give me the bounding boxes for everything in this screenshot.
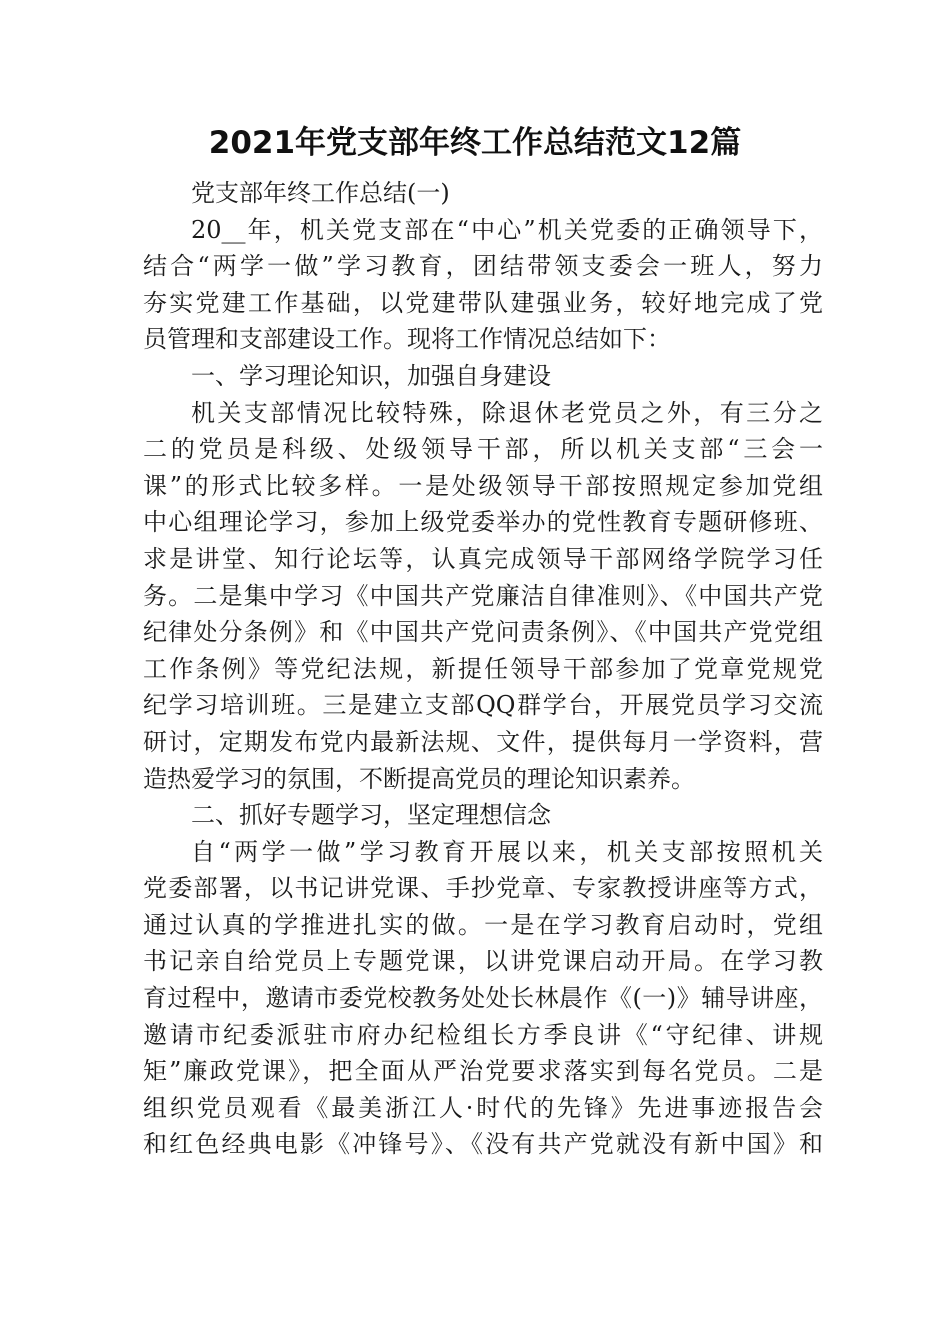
paragraph-line: 党委部署，以书记讲党课、手抄党章、专家教授讲座等方式， (143, 874, 823, 903)
document-body (143, 175, 823, 1163)
section-heading-line: 党支部年终工作总结(一) (191, 179, 450, 207)
paragraph-line: 工作条例》等党纪法规，新提任领导干部参加了党章党规党 (143, 654, 823, 683)
paragraph-line: 造热爱学习的氛围，不断提高党员的理论知识素养。 (143, 764, 695, 793)
section-heading-line: 二、抓好专题学习，坚定理想信念 (191, 801, 551, 830)
paragraph-line: 书记亲自给党员上专题党课，以讲党课启动开局。在学习教 (143, 947, 823, 976)
paragraph-line: 求是讲堂、知行论坛等，认真完成领导干部网络学院学习任 (143, 544, 823, 573)
paragraph-line: 通过认真的学推进扎实的做。一是在学习教育启动时，党组 (143, 910, 823, 939)
paragraph-line: 研讨，定期发布党内最新法规、文件，提供每月一学资料，营 (143, 727, 823, 756)
paragraph-line: 自“两学一做”学习教育开展以来，机关支部按照机关 (191, 837, 823, 866)
document-title: 2021年党支部年终工作总结范文12篇 (208, 125, 742, 161)
paragraph-line: 育过程中，邀请市委党校教务处处长林晨作《(一)》辅导讲座， (143, 984, 823, 1013)
paragraph-line: 员管理和支部建设工作。现将工作情况总结如下： (143, 325, 671, 354)
paragraph-line: 夯实党建工作基础，以党建带队建强业务，较好地完成了党 (143, 288, 823, 317)
paragraph-line: 结合“两学一做”学习教育，团结带领支委会一班人，努力 (143, 252, 823, 281)
section-heading-line: 一、学习理论知识，加强自身建设 (191, 361, 551, 390)
paragraph-line: 20__年，机关党支部在“中心”机关党委的正确领导下， (191, 215, 823, 244)
paragraph-line: 二的党员是科级、处级领导干部，所以机关支部“三会一 (143, 435, 823, 464)
paragraph-line: 机关支部情况比较特殊，除退休老党员之外，有三分之 (191, 398, 823, 427)
paragraph-line: 矩”廉政党课》，把全面从严治党要求落实到每名党员。二是 (143, 1057, 823, 1086)
paragraph-line: 和红色经典电影《冲锋号》、《没有共产党就没有新中国》和 (143, 1130, 823, 1159)
paragraph-line: 纪律处分条例》和《中国共产党问责条例》、《中国共产党党组 (143, 618, 823, 647)
paragraph-line: 纪学习培训班。三是建立支部QQ群学台，开展党员学习交流 (143, 691, 823, 720)
paragraph-line: 务。二是集中学习《中国共产党廉洁自律准则》、《中国共产党 (143, 581, 823, 610)
paragraph-line: 邀请市纪委派驻市府办纪检组长方季良讲《“守纪律、讲规 (143, 1020, 823, 1049)
paragraph-line: 组织党员观看《最美浙江人·时代的先锋》先进事迹报告会 (143, 1093, 823, 1122)
paragraph-line: 课”的形式比较多样。一是处级领导干部按照规定参加党组 (143, 471, 823, 500)
paragraph-line: 中心组理论学习，参加上级党委举办的党性教育专题研修班、 (143, 508, 823, 537)
